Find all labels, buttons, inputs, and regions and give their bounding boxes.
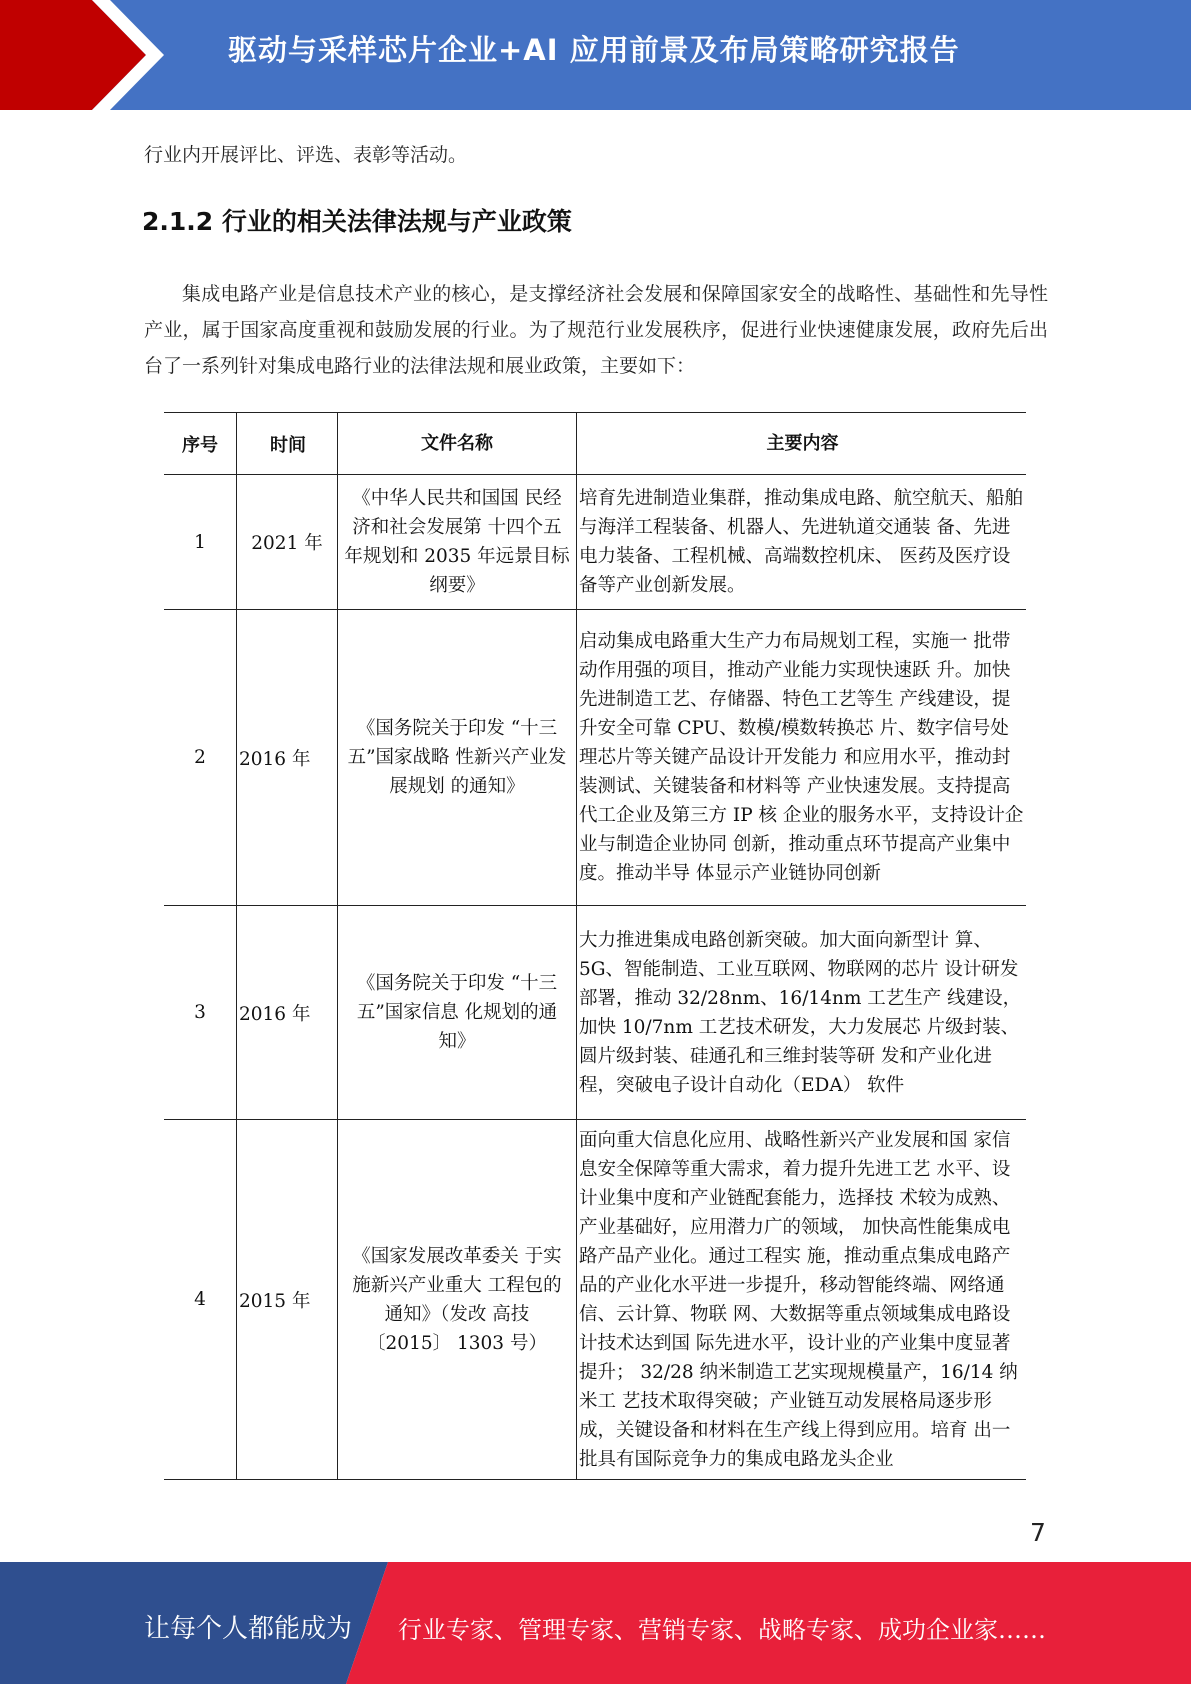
- row-time: 2016 年: [237, 610, 338, 906]
- intro-line: 行业内开展评比、评选、表彰等活动。: [144, 144, 468, 166]
- row-index: 4: [164, 1120, 237, 1480]
- footer-slogan-right: 行业专家、管理专家、营销专家、战略专家、成功企业家……: [398, 1616, 1046, 1644]
- row-document-name: 《国务院关于印发 “十三五”国家战略 性新兴产业发展规划 的通知》: [338, 610, 577, 906]
- row-document-name: 《国务院关于印发 “十三五”国家信息 化规划的通知》: [338, 906, 577, 1120]
- table-row: [164, 906, 1026, 1120]
- row-index: 1: [164, 475, 237, 610]
- header-index: 序号: [164, 413, 237, 475]
- section-heading: 2.1.2 行业的相关法律法规与产业政策: [142, 207, 572, 236]
- section-paragraph: 集成电路产业是信息技术产业的核心，是支撑经济社会发展和保障国家安全的战略性、基础性和先导性产业，属于国家高度重视和鼓励发展的行业。为了规范行业发展秩序，促进行业快速健康发展，政府先后出台了一系列针对集成电路行业的法律法规和展业政策，主要如下：: [144, 283, 1048, 377]
- row-index: 2: [164, 610, 237, 906]
- table-row: [164, 475, 1026, 610]
- page-header: [0, 0, 1191, 110]
- page-number: 7: [1030, 1518, 1046, 1547]
- header-content: 主要内容: [577, 413, 1027, 475]
- header-time: 时间: [237, 413, 338, 475]
- row-time: 2016 年: [237, 906, 338, 1120]
- table-row: [164, 610, 1026, 906]
- row-content: 面向重大信息化应用、战略性新兴产业发展和国 家信息安全保障等重大需求，着力提升先进工艺 水平、设计业集中度和产业链配套能力，选择技 术较为成熟、产业基础好，应用潜力广的领域， 加快高性能集成电路产品产业化。通过工程实 施，推动重点集成电路产品的产业化水平进一步提升，移动智能终端、网络通信、云计算、物联 网、大数据等重点领域集成电路设计技术达到国 际先进水平，设计业的产业集中度显著提升； 32/28 纳米制造工艺实现规模量产，16/14 纳米工 艺技术取得突破；产业链互动发展格局逐步形 成，关键设备和材料在生产线上得到应用。培育 出一批具有国际竞争力的集成电路龙头企业: [577, 1120, 1027, 1480]
- row-content: 大力推进集成电路创新突破。加大面向新型计 算、5G、智能制造、工业互联网、物联网的芯片 设计研发部署，推动 32/28nm、16/14nm 工艺生产 线建设，加快 10/7nm 工艺技术研发，大力发展芯 片级封装、圆片级封装、硅通孔和三维封装等研 发和产业化进程，突破电子设计自动化（EDA） 软件: [577, 906, 1027, 1120]
- row-content: 培育先进制造业集群，推动集成电路、航空航天、船舶与海洋工程装备、机器人、先进轨道交通装 备、先进电力装备、工程机械、高端数控机床、 医药及医疗设备等产业创新发展。: [577, 475, 1027, 610]
- row-document-name: 《国家发展改革委关 于实施新兴产业重大 工程包的通知》（发改 高技〔2015〕 1303 号）: [338, 1120, 577, 1480]
- row-time: 2015 年: [237, 1120, 338, 1480]
- header-name: 文件名称: [338, 413, 577, 475]
- row-content: 启动集成电路重大生产力布局规划工程，实施一 批带动作用强的项目，推动产业能力实现快速跃 升。加快先进制造工艺、存储器、特色工艺等生 产线建设，提升安全可靠 CPU、数模/模数转换芯 片、数字信号处理芯片等关键产品设计开发能力 和应用水平，推动封装测试、关键装备和材料等 产业快速发展。支持提高代工企业及第三方 IP 核 企业的服务水平，支持设计企业与制造企业协同 创新，推动重点环节提高产业集中度。推动半导 体显示产业链协同创新: [577, 610, 1027, 906]
- row-index: 3: [164, 906, 237, 1120]
- table-row: [164, 1120, 1026, 1480]
- policy-table: [164, 412, 1026, 1480]
- table-header-row: [164, 413, 1026, 475]
- footer-slogan-left: 让每个人都能成为: [144, 1614, 353, 1644]
- row-document-name: 《中华人民共和国国 民经济和社会发展第 十四个五年规划和 2035 年远景目标纲要》: [338, 475, 577, 610]
- page-footer: [0, 1562, 1191, 1684]
- row-time: 2021 年: [237, 475, 338, 610]
- report-title: 驱动与采样芯片企业+AI 应用前景及布局策略研究报告: [228, 33, 960, 67]
